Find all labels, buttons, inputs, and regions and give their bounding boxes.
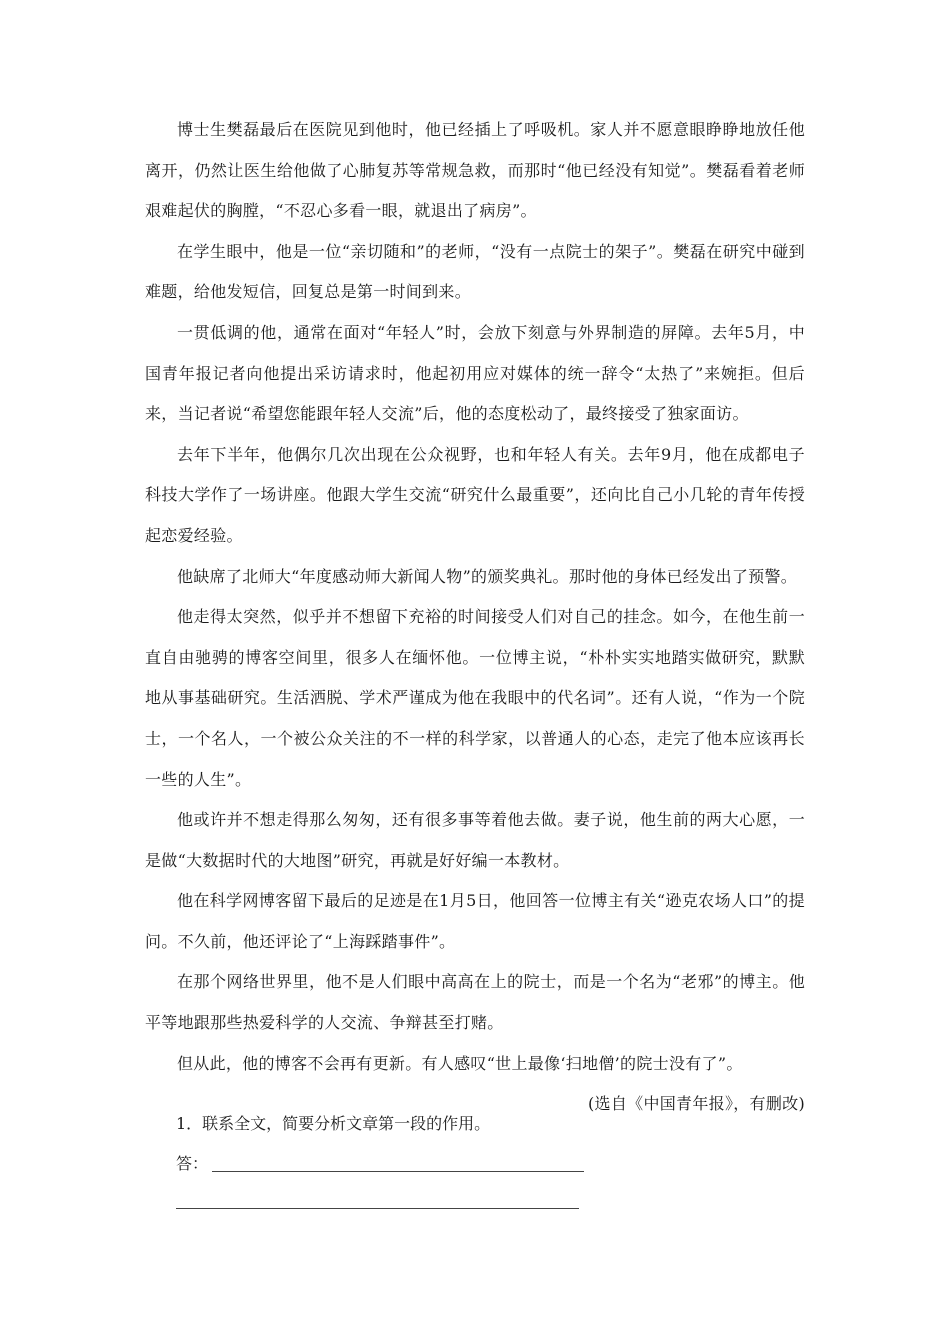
paragraph: 他在科学网博客留下最后的足迹是在1月5日，他回答一位博主有关“逊克农场人口”的提问。不久前，他还评论了“上海踩踏事件”。 <box>145 891 805 951</box>
paragraph: 在那个网络世界里，他不是人们眼中高高在上的院士，而是一个名为“老邪”的博主。他平等地跟那些热爱科学的人交流、争辩甚至打赌。 <box>145 972 805 1033</box>
paragraph: 博士生樊磊最后在医院见到他时，他已经插上了呼吸机。家人并不愿意眼睁睁地放任他离开，仍然让医生给他做了心肺复苏等常规急救，而那时“他已经没有知觉”。樊磊看着老师艰难起伏的胸膛，“不忍心多看一眼，就退出了病房”。 <box>145 120 805 221</box>
article-source: (选自《中国青年报》，有删改) <box>588 1094 805 1114</box>
paragraph: 他或许并不想走得那么匆匆，还有很多事等着他去做。妻子说，他生前的两大心愿，一是做“大数据时代的大地图”研究，再就是好好编一本教材。 <box>145 810 805 870</box>
paragraph: 去年下半年，他偶尔几次出现在公众视野，也和年轻人有关。去年9月，他在成都电子科技大学作了一场讲座。他跟大学生交流“研究什么最重要”，还向比自己小几轮的青年传授起恋爱经验。 <box>145 444 805 545</box>
paragraph: 但从此，他的博客不会再有更新。有人感叹“世上最像‘扫地僧’的院士没有了”。 <box>177 1053 743 1073</box>
question-text: 1．联系全文，简要分析文章第一段的作用。 <box>176 1114 491 1133</box>
article-body <box>145 110 805 1124</box>
question-block <box>176 1104 796 1209</box>
paragraph: 在学生眼中，他是一位“亲切随和”的老师，“没有一点院士的架子”。樊磊在研究中碰到难题，给他发短信，回复总是第一时间到来。 <box>145 241 805 302</box>
paragraph: 他缺席了北师大“年度感动师大新闻人物”的颁奖典礼。那时他的身体已经发出了预警。 <box>177 566 798 586</box>
paragraph: 他走得太突然，似乎并不想留下充裕的时间接受人们对自己的挂念。如今，在他生前一直自由驰骋的博客空间里，很多人在缅怀他。一位博主说，“朴朴实实地踏实做研究，默默地从事基础研究。生活洒脱、学术严谨成为他在我眼中的代名词”。还有人说，“作为一个院士，一个名人，一个被公众关注的不一样的科学家，以普通人的心态，走完了他本应该再长一些的人生”。 <box>145 607 805 789</box>
answer-label: 答： <box>176 1154 209 1173</box>
answer-blank-line[interactable] <box>176 1207 579 1209</box>
answer-blank-line[interactable] <box>212 1170 584 1172</box>
paragraph: 一贯低调的他，通常在面对“年轻人”时，会放下刻意与外界制造的屏障。去年5月，中国青年报记者向他提出采访请求时，他起初用应对媒体的统一辞令“太热了”来婉拒。但后来，当记者说“希望您能跟年轻人交流”后，他的态度松动了，最终接受了独家面访。 <box>145 322 805 424</box>
answer-row <box>176 1144 796 1184</box>
